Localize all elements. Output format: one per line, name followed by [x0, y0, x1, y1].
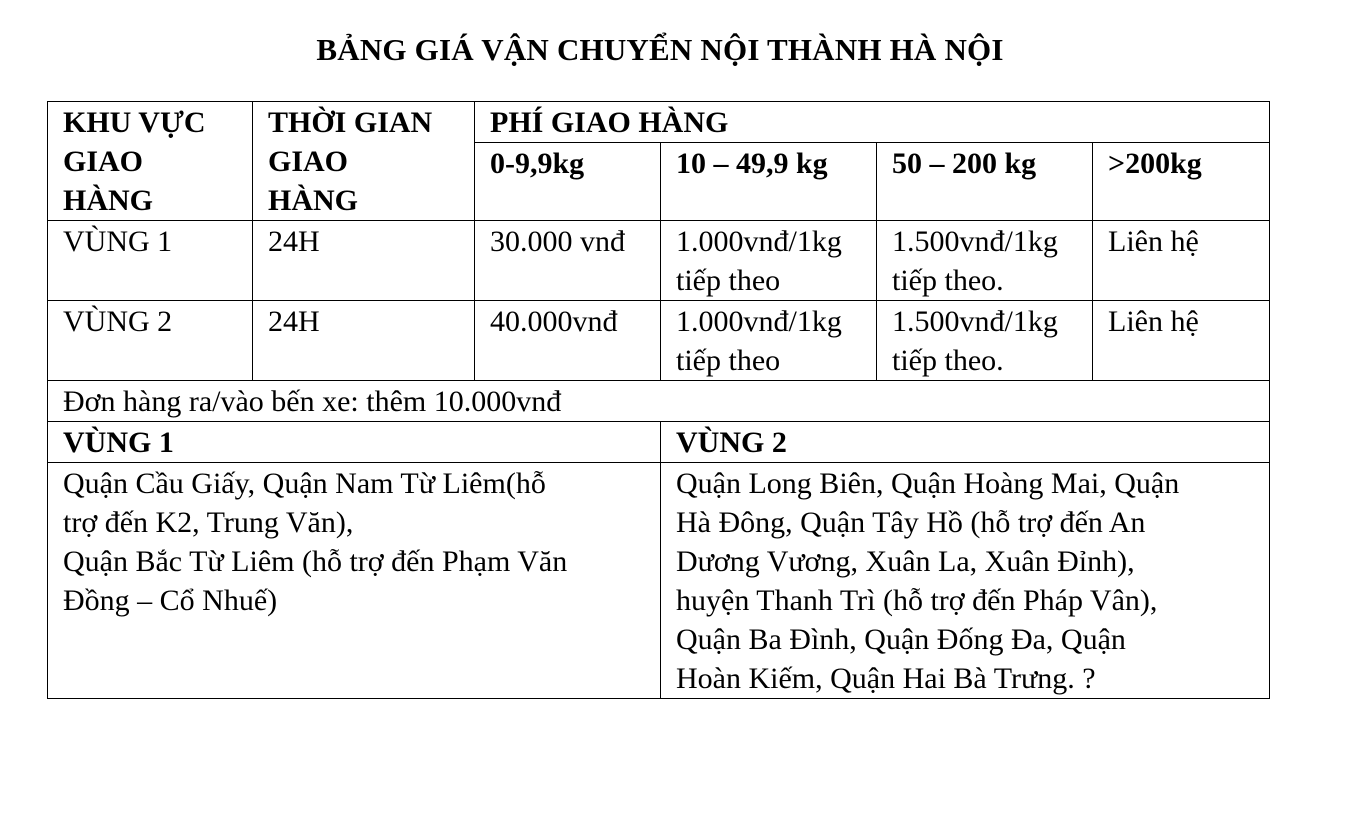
- price-cell: [877, 221, 1093, 301]
- header-time-line: HÀNG: [268, 184, 358, 217]
- district-line: Hoàn Kiếm, Quận Hai Bà Trưng. ?: [676, 662, 1096, 695]
- district-line: trợ đến K2, Trung Văn),: [63, 506, 354, 539]
- zone2-districts: [661, 463, 1270, 699]
- zone1-label: VÙNG 1: [48, 422, 661, 463]
- page-title: BẢNG GIÁ VẬN CHUYỂN NỘI THÀNH HÀ NỘI: [316, 32, 1004, 67]
- district-line: Quận Long Biên, Quận Hoàng Mai, Quận: [676, 467, 1180, 500]
- price-cell: 30.000 vnđ: [475, 221, 661, 301]
- price-cell: [661, 301, 877, 381]
- district-line: Đồng – Cổ Nhuế): [63, 584, 278, 617]
- time-cell: 24H: [253, 221, 475, 301]
- table-row: [48, 301, 1270, 381]
- price-line: tiếp theo: [676, 344, 781, 377]
- price-cell: Liên hệ: [1093, 221, 1270, 301]
- bus-station-note: Đơn hàng ra/vào bến xe: thêm 10.000vnđ: [48, 381, 1270, 422]
- price-line: 1.000vnđ/1kg: [676, 225, 842, 258]
- weight-tier-header: 0-9,9kg: [475, 143, 661, 221]
- price-line: tiếp theo: [676, 264, 781, 297]
- district-line: Quận Bắc Từ Liêm (hỗ trợ đến Phạm Văn: [63, 545, 568, 578]
- price-line: tiếp theo.: [892, 344, 1004, 377]
- district-line: Dương Vương, Xuân La, Xuân Đỉnh),: [676, 545, 1135, 578]
- price-cell: [877, 301, 1093, 381]
- header-time-line: GIAO: [268, 145, 349, 178]
- price-line: 1.500vnđ/1kg: [892, 305, 1058, 338]
- header-time-cell: [253, 102, 475, 221]
- shipping-price-table: [47, 101, 1270, 699]
- header-fee-group: PHÍ GIAO HÀNG: [475, 102, 1270, 143]
- district-line: Hà Đông, Quận Tây Hồ (hỗ trợ đến An: [676, 506, 1146, 539]
- zone2-label: VÙNG 2: [661, 422, 1270, 463]
- table-row: [48, 221, 1270, 301]
- zone-label-row: [48, 422, 1270, 463]
- price-cell: Liên hệ: [1093, 301, 1270, 381]
- district-line: huyện Thanh Trì (hỗ trợ đến Pháp Vân),: [676, 584, 1158, 617]
- district-line: Quận Ba Đình, Quận Đống Đa, Quận: [676, 623, 1126, 656]
- price-cell: [661, 221, 877, 301]
- weight-tier-header: 50 – 200 kg: [877, 143, 1093, 221]
- header-area-line: GIAO: [63, 145, 144, 178]
- header-area-line: KHU VỰC: [63, 106, 206, 139]
- header-area-cell: [48, 102, 253, 221]
- zone-cell: VÙNG 2: [48, 301, 253, 381]
- price-cell: 40.000vnđ: [475, 301, 661, 381]
- district-line: Quận Cầu Giấy, Quận Nam Từ Liêm(hỗ: [63, 467, 546, 500]
- header-time-line: THỜI GIAN: [268, 106, 433, 139]
- header-area-line: HÀNG: [63, 184, 153, 217]
- price-line: 1.500vnđ/1kg: [892, 225, 1058, 258]
- weight-tier-header: 10 – 49,9 kg: [661, 143, 877, 221]
- table-header-row: [48, 102, 1270, 143]
- note-row: [48, 381, 1270, 422]
- price-line: 1.000vnđ/1kg: [676, 305, 842, 338]
- zone-districts-row: [48, 463, 1270, 699]
- weight-tier-header: >200kg: [1093, 143, 1270, 221]
- zone1-districts: [48, 463, 661, 699]
- price-line: tiếp theo.: [892, 264, 1004, 297]
- time-cell: 24H: [253, 301, 475, 381]
- zone-cell: VÙNG 1: [48, 221, 253, 301]
